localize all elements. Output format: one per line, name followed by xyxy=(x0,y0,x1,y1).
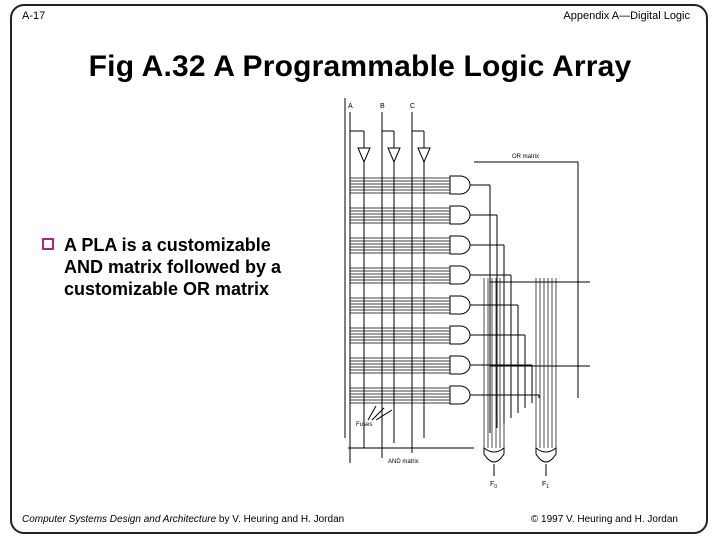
footer-copyright: © 1997 V. Heuring and H. Jordan xyxy=(530,514,678,525)
footer-book-credit xyxy=(22,514,344,525)
input-label-a: A xyxy=(348,103,353,110)
slide-title: Fig A.32 A Programmable Logic Array xyxy=(88,50,632,83)
book-title: Computer Systems Design and Architecture xyxy=(22,514,217,525)
fuses-label: Fuses xyxy=(356,422,373,428)
input-label-c: C xyxy=(410,103,416,110)
output-f1-letter: F xyxy=(542,481,547,488)
page-number: A-17 xyxy=(22,10,46,22)
bullet-text: A PLA is a customizable AND matrix followed by a customizable OR matrix xyxy=(64,235,282,299)
book-authors: by V. Heuring and H. Jordan xyxy=(216,514,345,525)
output-label-f1 xyxy=(542,481,549,490)
bullet-point xyxy=(42,234,292,300)
or-gate-f1 xyxy=(536,448,556,462)
pla-diagram xyxy=(340,98,590,498)
and-gates xyxy=(450,176,470,404)
input-label-b: B xyxy=(380,103,385,110)
output-label-f0 xyxy=(490,481,497,490)
section-header: Appendix A—Digital Logic xyxy=(563,10,690,22)
and-matrix-label: AND matrix xyxy=(388,459,419,465)
output-f0-letter: F xyxy=(490,481,495,488)
bullet-box-icon xyxy=(42,238,54,250)
output-f0-sub: 0 xyxy=(494,484,498,490)
or-gate-f0 xyxy=(484,448,504,462)
output-f1-sub: 1 xyxy=(546,484,550,490)
or-matrix-label: OR matrix xyxy=(512,154,539,160)
